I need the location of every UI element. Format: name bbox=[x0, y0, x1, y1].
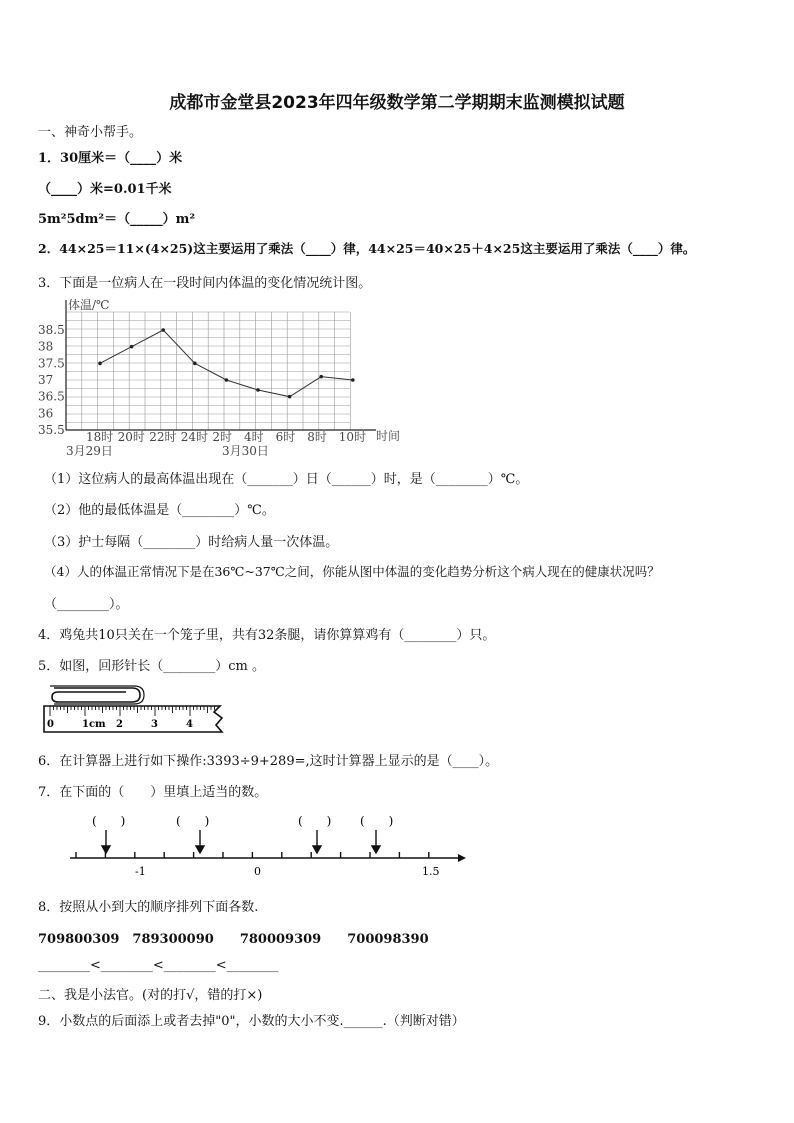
ruler-label-3: 3 bbox=[151, 719, 158, 730]
question-3-part-1: （1）这位病人的最高体温出现在（_______）日（______）时，是（________）℃。 bbox=[44, 472, 529, 487]
chart-ytick-label: 37 bbox=[38, 373, 54, 387]
chart-points bbox=[98, 328, 354, 398]
ruler-label-1cm: 1cm bbox=[82, 719, 106, 730]
question-4: 4．鸡兔共10只关在一个笼子里，共有32条腿，请你算算鸡有（________）只。 bbox=[38, 628, 496, 643]
question-1c: 5m²5dm²＝（_____）m² bbox=[38, 212, 196, 227]
chart-grid bbox=[66, 300, 376, 430]
number-line-blank-3: ( ) bbox=[298, 814, 332, 828]
ruler-label-0: 0 bbox=[47, 719, 54, 730]
question-3-part-3: （3）护士每隔（________）时给病人量一次体温。 bbox=[44, 535, 339, 550]
chart-xtick-label: 24时 bbox=[180, 430, 209, 444]
question-3-part-4-blank: （________）。 bbox=[44, 597, 129, 612]
chart-point bbox=[351, 378, 355, 382]
number-line-arrow-icon bbox=[458, 854, 466, 862]
paper-clip-ruler-figure bbox=[40, 682, 230, 742]
chart-x-ticks bbox=[86, 429, 366, 444]
number-line-blank-2: ( ) bbox=[176, 814, 210, 828]
chart-ytick-label: 36 bbox=[38, 406, 54, 421]
page-title: 成都市金堂县2023年四年级数学第二学期期末监测模拟试题 bbox=[169, 93, 625, 113]
paper-clip-icon bbox=[50, 686, 144, 704]
number-line-blank-4: ( ) bbox=[360, 814, 394, 828]
question-8-blanks: ________<________<________<________ bbox=[38, 958, 279, 973]
chart-point bbox=[288, 395, 292, 399]
chart-date-label-1: 3月29日 bbox=[66, 444, 113, 458]
chart-point bbox=[225, 378, 229, 382]
chart-xlabel: 时间 bbox=[376, 429, 401, 443]
question-3-part-2: （2）他的最低体温是（________）℃。 bbox=[44, 503, 275, 518]
temperature-chart bbox=[36, 292, 416, 462]
chart-ytick-label: 37.5 bbox=[38, 356, 65, 371]
chart-point bbox=[130, 345, 134, 349]
question-5-stem: 5．如图，回形针长（________）cm 。 bbox=[38, 659, 266, 674]
chart-xtick-label: 22时 bbox=[149, 430, 177, 444]
question-8-numbers: 709800309 789300090 780009309 700098390 bbox=[38, 932, 429, 947]
chart-line bbox=[100, 330, 353, 397]
chart-point bbox=[193, 362, 197, 366]
chart-ytick-label: 38 bbox=[38, 339, 54, 354]
question-3-stem: 3．下面是一位病人在一段时间内体温的变化情况统计图。 bbox=[38, 276, 372, 291]
chart-ytick-label: 36.5 bbox=[38, 389, 65, 404]
question-2: 2．44×25＝11×(4×25)这主要运用了乘法（____）律，44×25＝40×25＋4×25这主要运用了乘法（____）律。 bbox=[38, 241, 696, 256]
chart-xtick-label: 18时 bbox=[86, 430, 114, 444]
ruler-label-2: 2 bbox=[116, 719, 123, 730]
chart-ytick-label: 35.5 bbox=[38, 423, 65, 437]
chart-point bbox=[256, 388, 260, 392]
question-1a: 1．30厘米＝（____）米 bbox=[38, 151, 183, 166]
chart-xtick-label: 4时 bbox=[244, 430, 264, 444]
chart-point bbox=[319, 375, 323, 379]
question-3-part-4: （4）人的体温正常情况下是在36℃~37℃之间，你能从图中体温的变化趋势分析这个病人现在的健康状况吗？ bbox=[44, 564, 660, 579]
number-line-blank-1: ( ) bbox=[92, 814, 126, 828]
question-1b: （____）米=0.01千米 bbox=[38, 182, 172, 197]
section-heading-2: 二、我是小法官。(对的打√，错的打×) bbox=[38, 988, 263, 1003]
chart-ytick-label: 38.5 bbox=[38, 323, 65, 337]
chart-point bbox=[98, 362, 102, 366]
number-line-label-minus1: -1 bbox=[135, 865, 146, 878]
number-line-figure bbox=[60, 810, 470, 880]
question-6: 6．在计算器上进行如下操作:3393÷9+289=,这时计算器上显示的是（____）。 bbox=[38, 754, 499, 769]
number-line-label-0: 0 bbox=[254, 865, 261, 878]
question-9: 9．小数点的后面添上或者去掉"0"，小数的大小不变.______.（判断对错） bbox=[38, 1014, 465, 1029]
chart-point bbox=[161, 328, 165, 332]
number-line-label-1-5: 1.5 bbox=[422, 865, 440, 878]
question-8-stem: 8．按照从小到大的顺序排列下面各数. bbox=[38, 900, 259, 915]
chart-ylabel: 体温/℃ bbox=[68, 298, 110, 312]
chart-xtick-label: 10时 bbox=[338, 430, 367, 444]
chart-xtick-label: 2时 bbox=[212, 430, 233, 444]
chart-xtick-label: 20时 bbox=[117, 430, 145, 444]
chart-xtick-label: 6时 bbox=[275, 430, 296, 444]
question-7-stem: 7．在下面的（ ）里填上适当的数。 bbox=[38, 785, 268, 800]
ruler-label-4: 4 bbox=[186, 719, 193, 730]
chart-y-ticks bbox=[38, 323, 65, 437]
number-line-down-arrows bbox=[102, 830, 380, 853]
chart-date-label-2: 3月30日 bbox=[222, 444, 269, 458]
chart-xtick-label: 8时 bbox=[307, 430, 327, 444]
section-heading-1: 一、神奇小帮手。 bbox=[38, 125, 143, 140]
